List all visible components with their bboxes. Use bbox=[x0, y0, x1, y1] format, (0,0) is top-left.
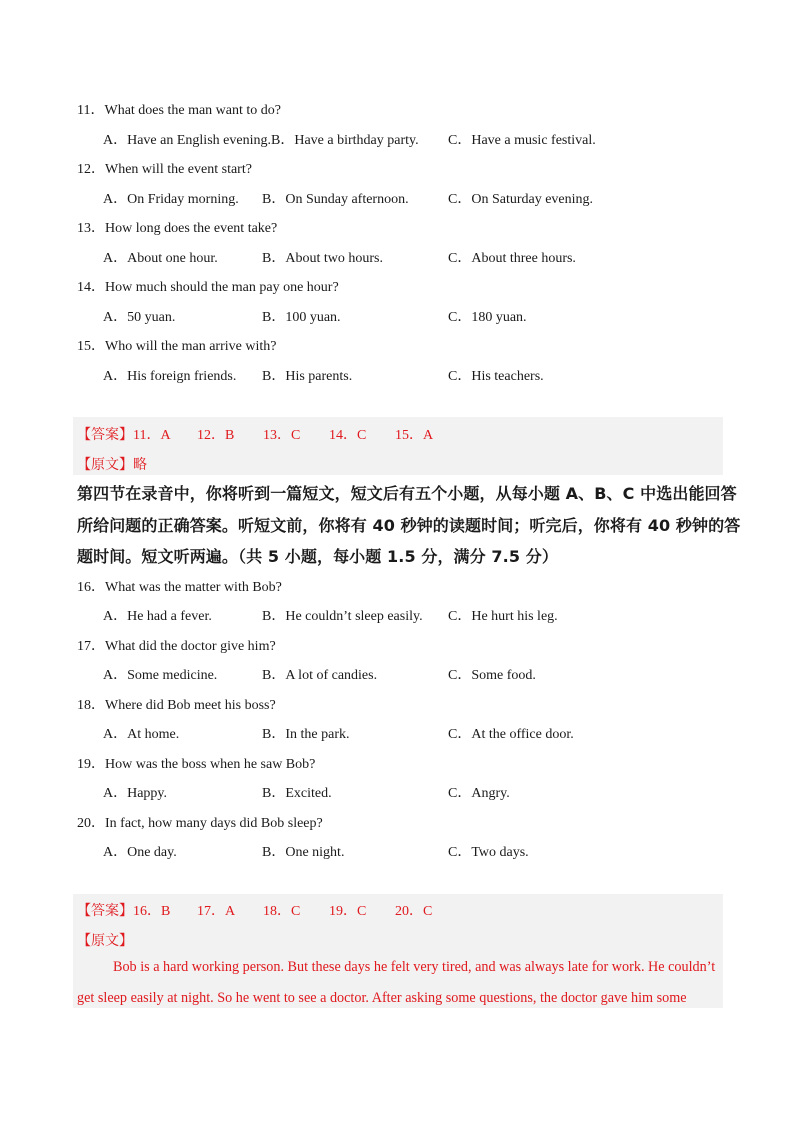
option-17-c: C．Some food. bbox=[448, 668, 536, 683]
question-11: 11．What does the man want to do? bbox=[77, 103, 281, 118]
answer-label: 【答案】 bbox=[77, 904, 133, 919]
section-instructions-line-3: 题时间。短文听两遍。（共 5 小题，每小题 1.5 分，满分 7.5 分） bbox=[77, 547, 558, 566]
original-label: 【原文】 bbox=[77, 458, 133, 473]
option-18-a: A．At home. bbox=[103, 727, 180, 742]
question-15: 15．Who will the man arrive with? bbox=[77, 339, 277, 354]
section-instructions-line-2: 所给问题的正确答案。听短文前，你将有 40 秒钟的读题时间；听完后，你将有 40 秒钟的答 bbox=[77, 516, 741, 535]
answer-20: 20．C bbox=[395, 904, 433, 919]
option-14-a: A．50 yuan. bbox=[103, 310, 176, 325]
option-13-a: A．About one hour. bbox=[103, 251, 218, 266]
option-13-b: B．About two hours. bbox=[262, 251, 383, 266]
answer-11: 11．A bbox=[133, 428, 171, 443]
option-15-b: B．His parents. bbox=[262, 369, 353, 384]
question-16: 16．What was the matter with Bob? bbox=[77, 580, 282, 595]
option-20-b: B．One night. bbox=[262, 845, 345, 860]
section-instructions-line-1: 第四节在录音中，你将听到一篇短文，短文后有五个小题，从每小题 A、B、C 中选出能回答 bbox=[77, 484, 737, 503]
passage-line-1: Bob is a hard working person. But these days he felt very tired, and was always late for work. He couldn’t bbox=[113, 959, 716, 975]
answer-17: 17．A bbox=[197, 904, 236, 919]
option-12-b: B．On Sunday afternoon. bbox=[262, 192, 409, 207]
option-11-b: B．Have a birthday party. bbox=[271, 133, 419, 148]
original-label-part4: 【原文】 bbox=[77, 934, 133, 949]
option-11-c: C．Have a music festival. bbox=[448, 133, 596, 148]
answer-18: 18．C bbox=[263, 904, 301, 919]
option-16-a: A．He had a fever. bbox=[103, 609, 212, 624]
option-14-c: C．180 yuan. bbox=[448, 310, 527, 325]
question-13: 13．How long does the event take? bbox=[77, 221, 278, 236]
option-18-c: C．At the office door. bbox=[448, 727, 574, 742]
answer-label: 【答案】 bbox=[77, 428, 133, 443]
option-17-a: A．Some medicine. bbox=[103, 668, 218, 683]
option-14-b: B．100 yuan. bbox=[262, 310, 341, 325]
option-19-c: C．Angry. bbox=[448, 786, 510, 801]
original-text: 略 bbox=[133, 458, 147, 473]
answer-13: 13．C bbox=[263, 428, 301, 443]
question-14: 14．How much should the man pay one hour? bbox=[77, 280, 339, 295]
option-17-b: B．A lot of candies. bbox=[262, 668, 378, 683]
option-16-c: C．He hurt his leg. bbox=[448, 609, 558, 624]
answer-15: 15．A bbox=[395, 428, 434, 443]
passage-line-2: get sleep easily at night. So he went to see a doctor. After asking some questions, the doctor gave him some bbox=[77, 990, 687, 1006]
option-16-b: B．He couldn’t sleep easily. bbox=[262, 609, 423, 624]
question-12: 12．When will the event start? bbox=[77, 162, 252, 177]
option-19-b: B．Excited. bbox=[262, 786, 332, 801]
option-18-b: B．In the park. bbox=[262, 727, 350, 742]
question-20: 20．In fact, how many days did Bob sleep? bbox=[77, 816, 323, 831]
question-19: 19．How was the boss when he saw Bob? bbox=[77, 757, 316, 772]
option-15-a: A．His foreign friends. bbox=[103, 369, 237, 384]
option-19-a: A．Happy. bbox=[103, 786, 168, 801]
question-18: 18．Where did Bob meet his boss? bbox=[77, 698, 276, 713]
answer-16: 16．B bbox=[133, 904, 171, 919]
option-12-c: C．On Saturday evening. bbox=[448, 192, 594, 207]
option-20-a: A．One day. bbox=[103, 845, 177, 860]
option-13-c: C．About three hours. bbox=[448, 251, 576, 266]
option-11-a: A．Have an English evening. bbox=[103, 133, 271, 148]
option-12-a: A．On Friday morning. bbox=[103, 192, 239, 207]
answer-12: 12．B bbox=[197, 428, 235, 443]
option-20-c: C．Two days. bbox=[448, 845, 529, 860]
answer-19: 19．C bbox=[329, 904, 367, 919]
option-15-c: C．His teachers. bbox=[448, 369, 544, 384]
question-17: 17．What did the doctor give him? bbox=[77, 639, 276, 654]
answer-14: 14．C bbox=[329, 428, 367, 443]
